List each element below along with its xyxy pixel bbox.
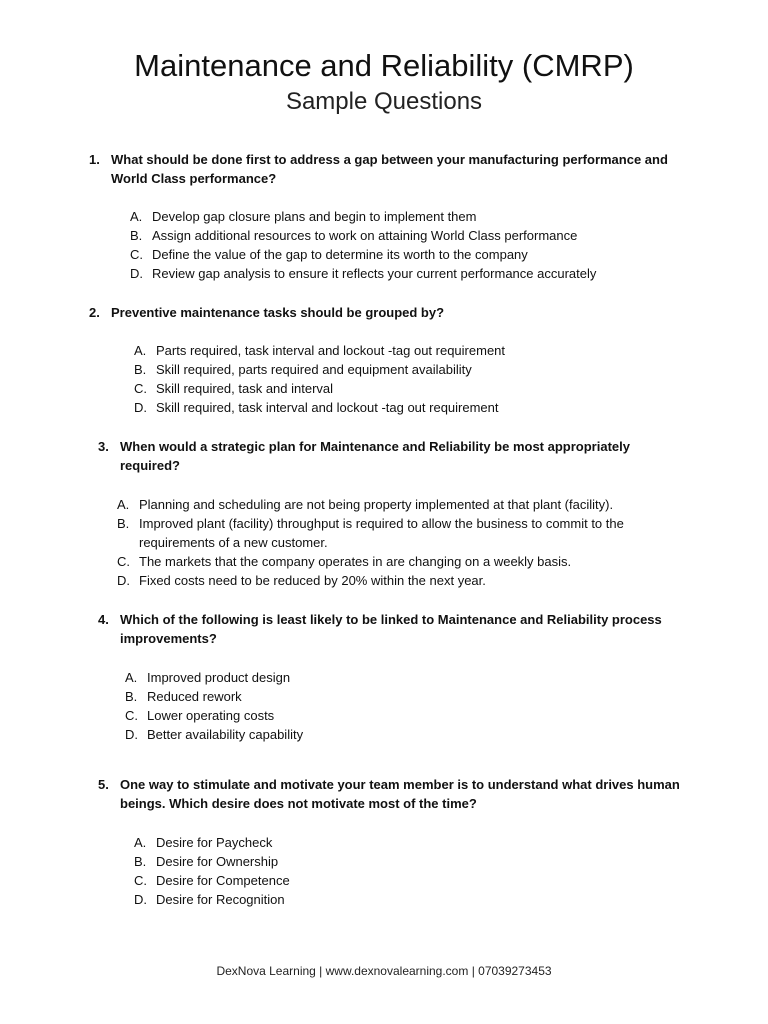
option	[130, 264, 690, 283]
options-q4	[125, 668, 665, 744]
question-3	[98, 437, 678, 475]
option-text: Skill required, task interval and lockout -tag out requirement	[156, 400, 499, 415]
page-footer: DexNova Learning | www.dexnovalearning.com | 07039273453	[216, 964, 552, 978]
option-text: Parts required, task interval and lockout -tag out requirement	[156, 343, 506, 358]
option	[130, 207, 690, 226]
option-letter: C.	[125, 708, 138, 723]
option	[134, 871, 674, 890]
option	[125, 687, 665, 706]
option	[134, 341, 694, 360]
option	[117, 552, 677, 571]
option-text: Define the value of the gap to determine its worth to the company	[152, 247, 528, 262]
option-text: Improved product design	[147, 670, 291, 685]
option	[134, 398, 694, 417]
option	[134, 379, 694, 398]
question-1	[89, 150, 679, 188]
option	[134, 852, 674, 871]
option-letter: A.	[130, 209, 143, 224]
option-letter: B.	[125, 689, 138, 704]
option-text: Assign additional resources to work on attaining World Class performance	[152, 228, 578, 243]
option-text: Fixed costs need to be reduced by 20% within the next year.	[139, 573, 486, 588]
question-number: 3.	[98, 439, 109, 454]
page-subtitle: Sample Questions	[285, 88, 483, 115]
options-q3	[117, 495, 677, 590]
option	[130, 245, 690, 264]
option-letter: A.	[117, 497, 130, 512]
option-letter: A.	[134, 835, 147, 850]
question-number: 5.	[98, 777, 109, 792]
option-letter: A.	[134, 343, 147, 358]
question-2	[89, 303, 679, 322]
question-5	[98, 775, 688, 813]
question-4	[98, 610, 678, 648]
option-text: The markets that the company operates in are changing on a weekly basis.	[139, 554, 572, 569]
option-letter: D.	[125, 727, 138, 742]
option-letter: B.	[134, 362, 147, 377]
option	[130, 226, 690, 245]
question-number: 1.	[89, 152, 100, 167]
option	[134, 890, 674, 909]
option-text: Planning and scheduling are not being property implemented at that plant (facility).	[139, 497, 614, 512]
option-text: Skill required, task and interval	[156, 381, 334, 396]
option	[134, 833, 674, 852]
question-number: 2.	[89, 305, 100, 320]
option-text: Desire for Recognition	[156, 892, 285, 907]
option-letter: D.	[134, 892, 147, 907]
options-q2	[134, 341, 694, 417]
option-text: Lower operating costs	[147, 708, 275, 723]
option-text: Review gap analysis to ensure it reflects your current performance accurately	[152, 266, 597, 281]
option-letter: C.	[130, 247, 143, 262]
option-text: Desire for Competence	[156, 873, 290, 888]
question-text: Which of the following is least likely to be linked to Maintenance and Reliability process improvements?	[120, 612, 662, 646]
option-letter: B.	[130, 228, 143, 243]
options-q5	[134, 833, 674, 909]
option-text: Reduced rework	[147, 689, 242, 704]
option-letter: B.	[117, 516, 130, 531]
option-letter: A.	[125, 670, 138, 685]
option-letter: D.	[134, 400, 147, 415]
question-text: When would a strategic plan for Maintenance and Reliability be most appropriately required?	[120, 439, 630, 473]
option-letter: C.	[134, 873, 147, 888]
question-text: Preventive maintenance tasks should be grouped by?	[111, 305, 445, 320]
option-letter: C.	[117, 554, 130, 569]
option	[117, 514, 677, 552]
option-letter: B.	[134, 854, 147, 869]
option	[134, 360, 694, 379]
option-letter: D.	[130, 266, 143, 281]
page-title: Maintenance and Reliability (CMRP)	[134, 48, 634, 83]
options-q1	[130, 207, 690, 283]
option-text: Better availability capability	[147, 727, 304, 742]
option	[125, 725, 665, 744]
option	[117, 495, 677, 514]
question-text: One way to stimulate and motivate your team member is to understand what drives human beings. Which desire does not motivate most of the time?	[120, 777, 680, 811]
question-number: 4.	[98, 612, 109, 627]
option	[125, 706, 665, 725]
question-text: What should be done first to address a gap between your manufacturing performance and World Class performance?	[111, 152, 668, 186]
option-text: Desire for Ownership	[156, 854, 279, 869]
option	[125, 668, 665, 687]
option-text: Improved plant (facility) throughput is required to allow the business to commit to the requirements of a new customer.	[139, 516, 624, 550]
option-text: Develop gap closure plans and begin to implement them	[152, 209, 477, 224]
option-text: Skill required, parts required and equipment availability	[156, 362, 472, 377]
option	[117, 571, 677, 590]
option-letter: D.	[117, 573, 130, 588]
option-text: Desire for Paycheck	[156, 835, 273, 850]
option-letter: C.	[134, 381, 147, 396]
